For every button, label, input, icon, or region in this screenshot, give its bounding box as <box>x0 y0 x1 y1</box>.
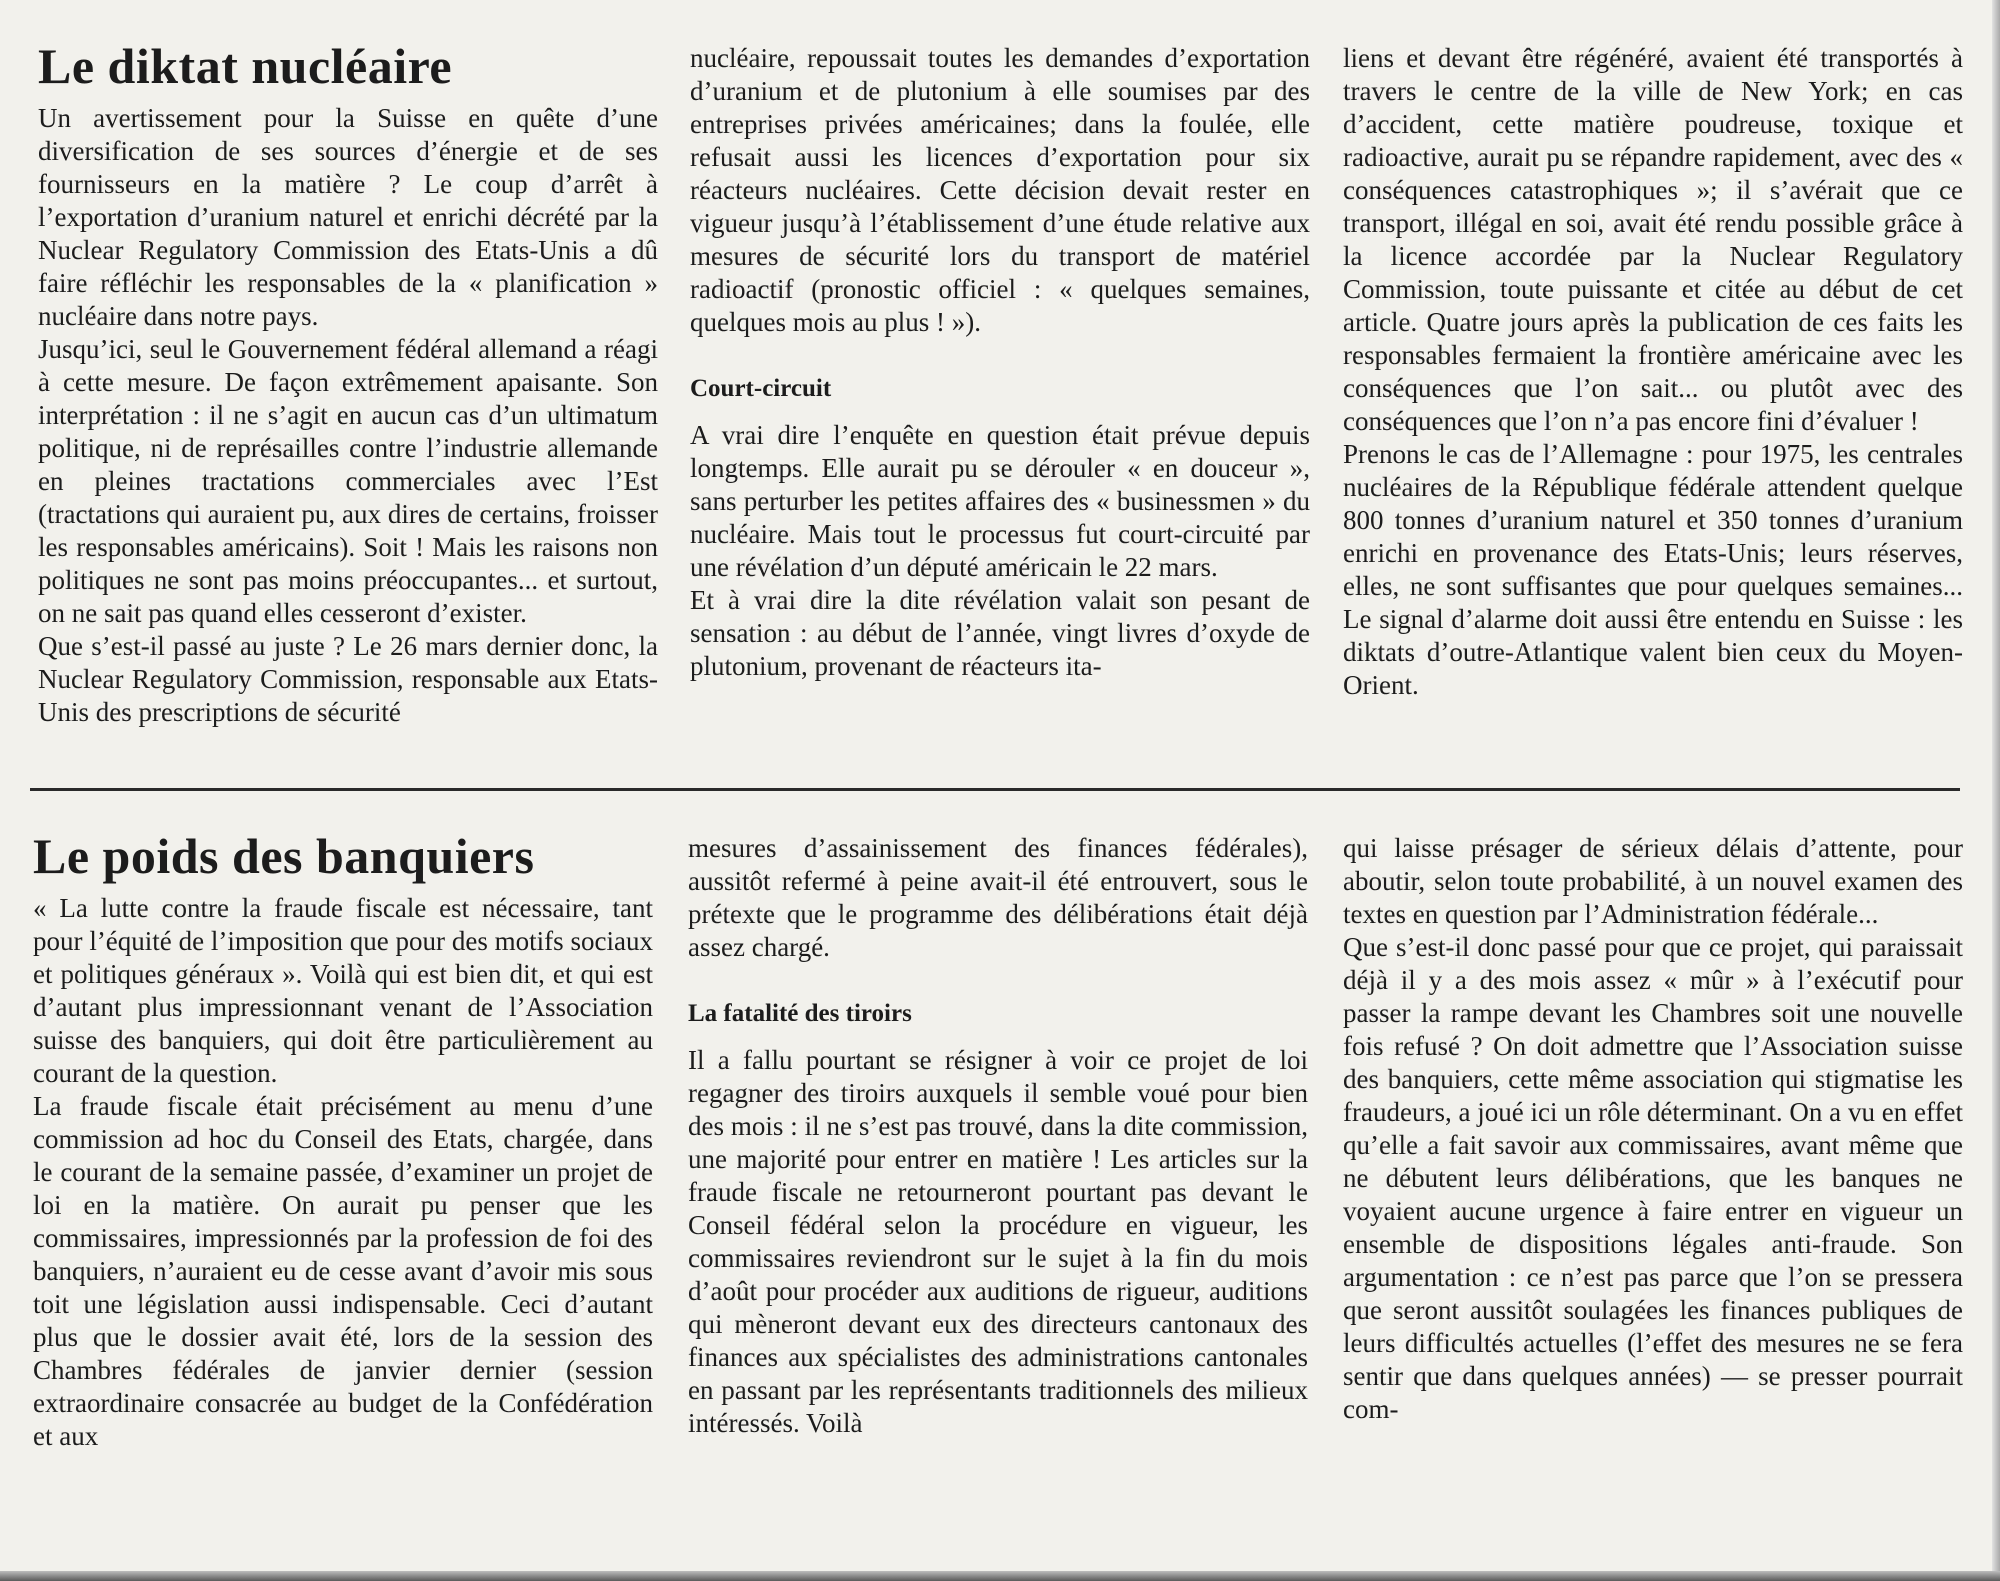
article2-col2-paragraph: mesures d’assainissement des finances fédérales), aussitôt refermé à peine avait-il été entrouvert, sous le prétexte que le programme des délibérations était déjà assez chargé. <box>688 833 1308 962</box>
page-bottom-edge <box>0 1571 2000 1581</box>
section-divider <box>30 788 1960 791</box>
article1-col1-paragraph: Un avertissement pour la Suisse en quête d’une diversification de ses sources d’énergie et de ses fournisseurs en la matière ? Le coup d’arrêt à l’exportation d’uranium naturel et enrichi décrété par la Nuclear Regulatory Commission des Etats-Unis a dû faire réfléchir les responsables de la « planification » nucléaire dans notre pays. <box>38 103 658 331</box>
article1-col3-paragraph: liens et devant être régénéré, avaient été transportés à travers le centre de la ville de New York; en cas d’accident, cette matière poudreuse, toxique et radioactive, aurait pu se répandre rapidement, avec des « conséquences catastrophiques »; il s’avérait que ce transport, illégal en soi, avait été rendu possible grâce à la licence accordée par la Nuclear Regulatory Commission, toute puissante et citée au début de cet article. Quatre jours après la publication de ces faits les responsables fermaient la frontière américaine avec les conséquences que l’on sait... ou plutôt avec des conséquences que l’on n’a pas encore fini d’évaluer ! <box>1343 43 1963 436</box>
article2-title: Le poids des banquiers <box>33 828 535 884</box>
article1-col2-paragraph: Et à vrai dire la dite révélation valait son pesant de sensation : au début de l’année, vingt livres d’oxyde de plutonium, provenant de réacteurs ita- <box>690 585 1310 681</box>
article1-title: Le diktat nucléaire <box>38 38 453 94</box>
article1-col2-paragraph: A vrai dire l’enquête en question était prévue depuis longtemps. Elle aurait pu se dérouler « en douceur », sans perturber les petites affaires des « businessmen » du nucléaire. Mais tout le processus fut court-circuité par une révélation d’un député américain le 22 mars. <box>690 420 1310 582</box>
page-edge-shadow <box>1992 0 2000 1581</box>
article1-column-2 <box>690 42 1310 683</box>
article2-col1-paragraph: La fraude fiscale était précisément au menu d’une commission ad hoc du Conseil des Etats, chargée, dans le courant de la semaine passée, d’examiner un projet de loi en la matière. On aurait pu penser que les commissaires, impressionnés par la profession de foi des banquiers, n’auraient eu de cesse avant d’avoir mis sous toit une législation aussi indispensable. Ceci d’autant plus que le dossier avait été, lors de la session des Chambres fédérales de janvier dernier (session extraordinaire consacrée au budget de la Confédération et aux <box>33 1091 653 1451</box>
article1-col3-paragraph: Prenons le cas de l’Allemagne : pour 1975, les centrales nucléaires de la République fédérale attendent quelque 800 tonnes d’uranium naturel et 350 tonnes d’uranium enrichi en provenance des Etats-Unis; leurs réserves, elles, ne sont suffisantes que pour quelques semaines... Le signal d’alarme doit aussi être entendu en Suisse : les diktats d’outre-Atlantique valent bien ceux du Moyen-Orient. <box>1343 439 1963 700</box>
article1-col1-paragraph: Jusqu’ici, seul le Gouvernement fédéral allemand a réagi à cette mesure. De façon extrêmement apaisante. Son interprétation : il ne s’agit en aucun cas d’un ultimatum politique, ni de représailles contre l’industrie allemande en pleines tractations commerciales avec l’Est (tractations qui auraient pu, aux dires de certains, froisser les responsables américains). Soit ! Mais les raisons non politiques ne sont pas moins préoccupantes... et surtout, on ne sait pas quand elles cesseront d’exister. <box>38 334 658 628</box>
article1-col1-paragraph: Que s’est-il passé au juste ? Le 26 mars dernier donc, la Nuclear Regulatory Commission, responsable aux Etats-Unis des prescriptions de sécurité <box>38 631 658 727</box>
article2-column-2 <box>688 832 1308 1440</box>
article1-col2-paragraph: nucléaire, repoussait toutes les demandes d’exportation d’uranium et de plutonium à elle soumises par des entreprises privées américaines; dans la foulée, elle refusait aussi les licences d’exportation pour six réacteurs nucléaires. Cette décision devait rester en vigueur jusqu’à l’établissement d’une étude relative aux mesures de sécurité lors du transport de matériel radioactif (pronostic officiel : « quelques semaines, quelques mois au plus ! »). <box>690 43 1310 337</box>
article2-subheading: La fatalité des tiroirs <box>688 1000 912 1027</box>
article2-col3-paragraph: Que s’est-il donc passé pour que ce projet, qui paraissait déjà il y a des mois assez « mûr » à l’exécutif pour passer la rampe devant les Chambres soit une nouvelle fois refusé ? On doit admettre que l’Association suisse des banquiers, cette même association qui stigmatise les fraudeurs, a joué ici un rôle déterminant. On a vu en effet qu’elle a fait savoir aux commissaires, avant même que ne débutent leurs délibérations, que les banques ne voyaient aucune urgence à faire entrer en vigueur un ensemble de dispositions légales anti-fraude. Son argumentation : ce n’est pas parce que l’on se pressera que seront aussitôt soulagées les finances publiques de leurs difficultés actuelles (l’effet des mesures ne se fera sentir que dans quelques années) — se presser pourrait com- <box>1343 932 1963 1424</box>
article2-col3-paragraph: qui laisse présager de sérieux délais d’attente, pour aboutir, selon toute probabilité, à un nouvel examen des textes en question par l’Administration fédérale... <box>1343 833 1963 929</box>
article2-column-3 <box>1343 832 1963 1426</box>
article2-col2-paragraph: Il a fallu pourtant se résigner à voir ce projet de loi regagner des tiroirs auxquels il semble voué pour bien des mois : il ne s’est pas trouvé, dans la dite commission, une majorité pour entrer en matière ! Les articles sur la fraude fiscale ne retourneront pourtant pas devant le Conseil fédéral selon la procédure en vigueur, les commissaires reviendront sur le sujet à la fin du mois d’août pour procéder aux auditions de rigueur, auditions qui mèneront devant eux des directeurs cantonaux des finances aux spécialistes des administrations cantonales en passant par les représentants traditionnels des milieux intéressés. Voilà <box>688 1045 1308 1438</box>
article1-column-3 <box>1343 42 1963 702</box>
article2-col1-paragraph: « La lutte contre la fraude fiscale est nécessaire, tant pour l’équité de l’imposition que pour des motifs sociaux et politiques généraux ». Voilà qui est bien dit, et qui est d’autant plus impressionnant venant de l’Association suisse des banquiers, qui doit être particulièrement au courant de la question. <box>33 893 653 1088</box>
article1-subheading: Court-circuit <box>690 375 832 402</box>
article2-column-1 <box>33 828 653 1453</box>
article1-column-1 <box>38 38 658 729</box>
